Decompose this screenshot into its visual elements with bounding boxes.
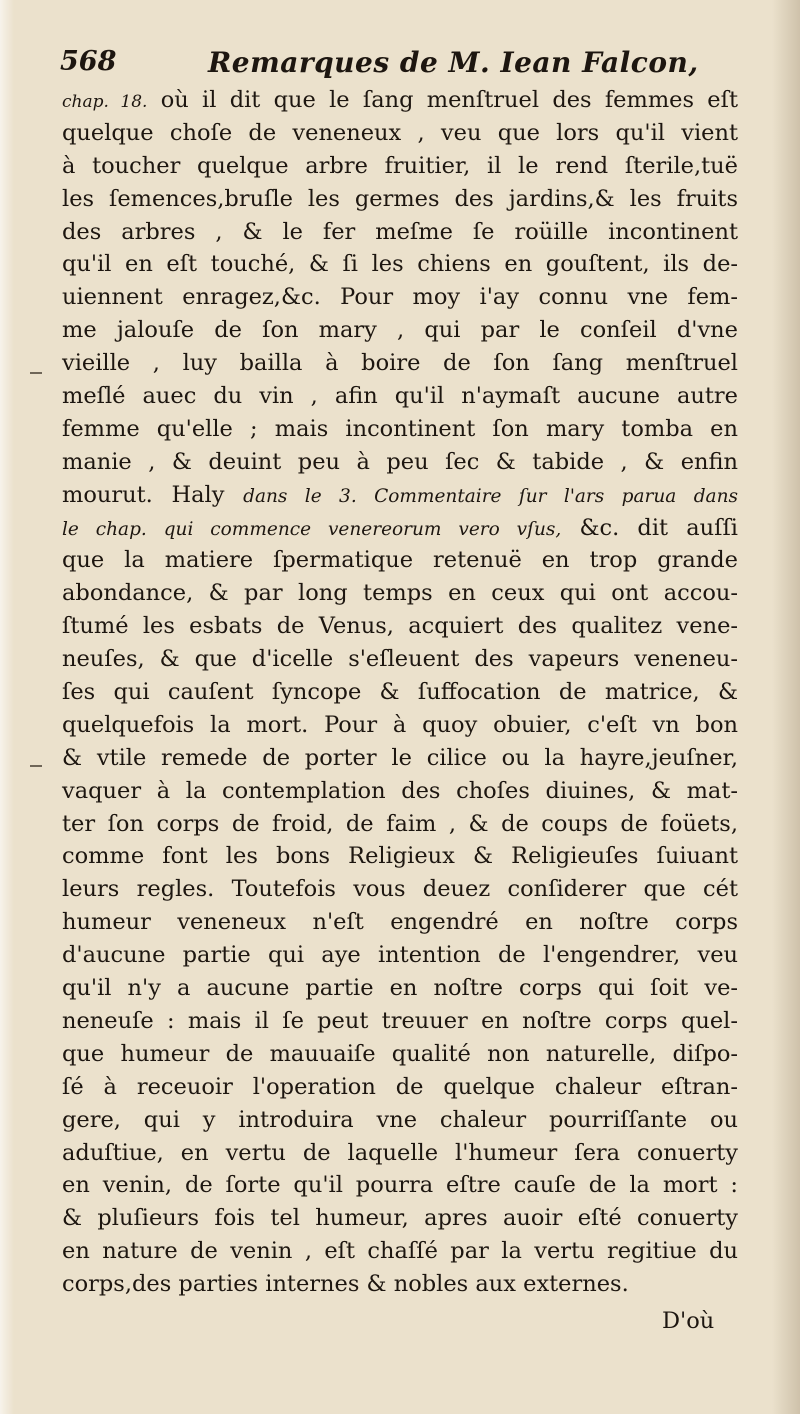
text-line — [62, 479, 738, 512]
text-line: femme qu'elle ; mais incontinent ſon mary tomba en — [62, 415, 738, 442]
page-number: 568 — [60, 46, 117, 77]
text-line: ſé à receuoir l'operation de quelque chaleur eſtran- — [62, 1073, 738, 1100]
text-line: vieille , luy bailla à boire de ſon ſang menſtruel — [62, 350, 738, 377]
text-line: que la matiere ſpermatique retenuë en trop grande — [62, 547, 738, 574]
text-line: ter ſon corps de froid, de faim , & de coups de foüets, — [62, 810, 738, 837]
text-line: leurs regles. Toutefois vous deuez conſiderer que cét — [62, 876, 738, 903]
line-text: &c. dit auſſi — [579, 514, 738, 541]
text-line: manie , & deuint peu à peu ſec & tabide , & enfin — [62, 448, 738, 475]
text-line: les ſemences,bruſle les germes des jardins,& les fruits — [62, 185, 738, 212]
text-line: meſlé auec du vin , afin qu'il n'aymaſt aucune autre — [62, 383, 738, 410]
page-header — [60, 46, 740, 86]
text-line — [62, 512, 738, 545]
text-line: corps,des parties internes & nobles aux externes. — [62, 1271, 629, 1298]
text-line: des arbres , & le fer meſme ſe roüille incontinent — [62, 218, 738, 245]
text-line: ſtumé les esbats de Venus, acquiert des qualitez vene- — [62, 613, 738, 640]
line-text: mourut. Haly — [62, 481, 225, 508]
catchword: D'où — [662, 1308, 715, 1334]
text-line: en nature de venin , eſt chaſſé par la vertu regitiue du — [62, 1238, 738, 1265]
text-line: qu'il n'y a aucune partie en noſtre corps qui ſoit ve- — [62, 975, 738, 1002]
margin-mark — [30, 372, 42, 374]
text-line: humeur veneneux n'eſt engendré en noſtre corps — [62, 909, 738, 936]
text-line: quelquefois la mort. Pour à quoy obuier, c'eſt vn bon — [62, 711, 738, 738]
line-text: où il dit que le ſang menſtruel des femmes eſt — [160, 87, 738, 113]
body-text — [62, 84, 738, 1301]
text-line: qu'il en eſt touché, & ſi les chiens en gouſtent, ils de- — [62, 251, 738, 278]
italic-citation: le chap. qui commence venereorum vero vſus, — [62, 518, 562, 540]
text-line — [62, 84, 738, 117]
text-line: à toucher quelque arbre fruitier, il le rend ſterile,tuë — [62, 152, 738, 179]
text-line: ſes qui cauſent ſyncope & ſuffocation de matrice, & — [62, 679, 738, 706]
running-title: Remarques de M. Iean Falcon, — [208, 46, 699, 79]
text-line: comme font les bons Religieux & Religieuſes ſuiuant — [62, 843, 738, 870]
text-line: uiennent enragez,&c. Pour moy i'ay connu vne fem- — [62, 284, 738, 311]
text-line: & vtile remede de porter le cilice ou la hayre,jeuſner, — [62, 744, 738, 771]
page-edge-right — [772, 0, 800, 1414]
text-line: & pluſieurs fois tel humeur, apres auoir eſté conuerty — [62, 1205, 738, 1232]
text-line: que humeur de mauuaiſe qualité non naturelle, diſpo- — [62, 1040, 738, 1067]
text-line: neneuſe : mais il ſe peut treuuer en noſtre corps quel- — [62, 1007, 738, 1034]
margin-reference: chap. 18. — [62, 92, 148, 112]
text-line: aduſtiue, en vertu de laquelle l'humeur ſera conuerty — [62, 1139, 738, 1166]
margin-mark — [30, 765, 42, 767]
page-edge-left — [0, 0, 14, 1414]
text-line: quelque choſe de veneneux , veu que lors qu'il vient — [62, 119, 738, 146]
text-line: d'aucune partie qui aye intention de l'engendrer, veu — [62, 942, 738, 969]
text-line: me jalouſe de ſon mary , qui par le conſeil d'vne — [62, 317, 738, 344]
text-line: en venin, de ſorte qu'il pourra eſtre cauſe de la mort : — [62, 1172, 738, 1199]
italic-citation: dans le 3. Commentaire ſur l'ars parua dans — [243, 485, 738, 507]
text-line: vaquer à la contemplation des choſes diuines, & mat- — [62, 777, 738, 804]
text-line: abondance, & par long temps en ceux qui ont accou- — [62, 580, 738, 607]
text-line: gere, qui y introduira vne chaleur pourriſſante ou — [62, 1106, 738, 1133]
text-line: neuſes, & que d'icelle s'eſleuent des vapeurs veneneu- — [62, 646, 738, 673]
